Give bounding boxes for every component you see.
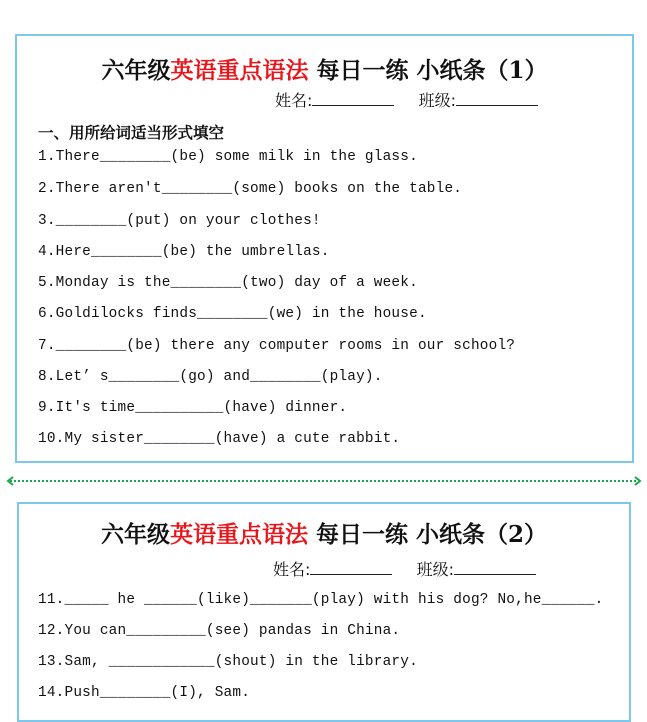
question-item: 6.Goldilocks finds________(we) in the house. <box>38 306 427 322</box>
question-item: 14.Push________(I), Sam. <box>38 685 251 701</box>
question-item: 8.Let’ s________(go) and________(play). <box>38 369 383 385</box>
question-item: 5.Monday is the________(two) day of a week. <box>38 275 418 291</box>
question-item: 9.It's time__________(have) dinner. <box>38 400 348 416</box>
section-heading: 一、用所给词适当形式填空 <box>38 124 225 142</box>
question-item: 12.You can_________(see) pandas in China. <box>38 623 401 639</box>
worksheet-title <box>17 52 632 85</box>
title-suffix: 每日一练 小纸条（2） <box>307 521 548 548</box>
class-label: 班级: <box>416 560 454 579</box>
class-blank[interactable] <box>456 91 538 106</box>
cut-line-divider <box>6 476 642 486</box>
class-label: 班级: <box>418 91 456 110</box>
name-label: 姓名: <box>275 91 313 110</box>
title-highlight: 英语重点语法 <box>169 521 308 548</box>
name-label: 姓名: <box>273 560 311 579</box>
title-highlight: 英语重点语法 <box>170 57 309 84</box>
question-item: 2.There aren't________(some) books on the table. <box>38 181 463 197</box>
title-prefix: 六年级 <box>101 57 171 84</box>
question-item: 11._____ he ______(like)_______(play) with his dog? No,he______. <box>38 592 604 608</box>
worksheet-title <box>19 516 629 549</box>
name-blank[interactable] <box>312 91 394 106</box>
question-item: 3.________(put) on your clothes! <box>38 213 321 229</box>
question-item: 13.Sam, ____________(shout) in the library. <box>38 654 418 670</box>
worksheet-card-2 <box>17 502 631 722</box>
worksheet-card-1 <box>15 34 634 463</box>
name-class-line <box>273 557 536 580</box>
title-prefix: 六年级 <box>100 521 170 548</box>
question-item: 4.Here________(be) the umbrellas. <box>38 244 330 260</box>
question-item: 10.My sister________(have) a cute rabbit. <box>38 431 401 447</box>
title-suffix: 每日一练 小纸条（1） <box>308 57 548 84</box>
question-item: 7.________(be) there any computer rooms in our school? <box>38 338 516 354</box>
name-class-line <box>275 88 538 111</box>
name-blank[interactable] <box>310 560 392 575</box>
class-blank[interactable] <box>454 560 536 575</box>
question-item: 1.There________(be) some milk in the glass. <box>38 149 418 165</box>
